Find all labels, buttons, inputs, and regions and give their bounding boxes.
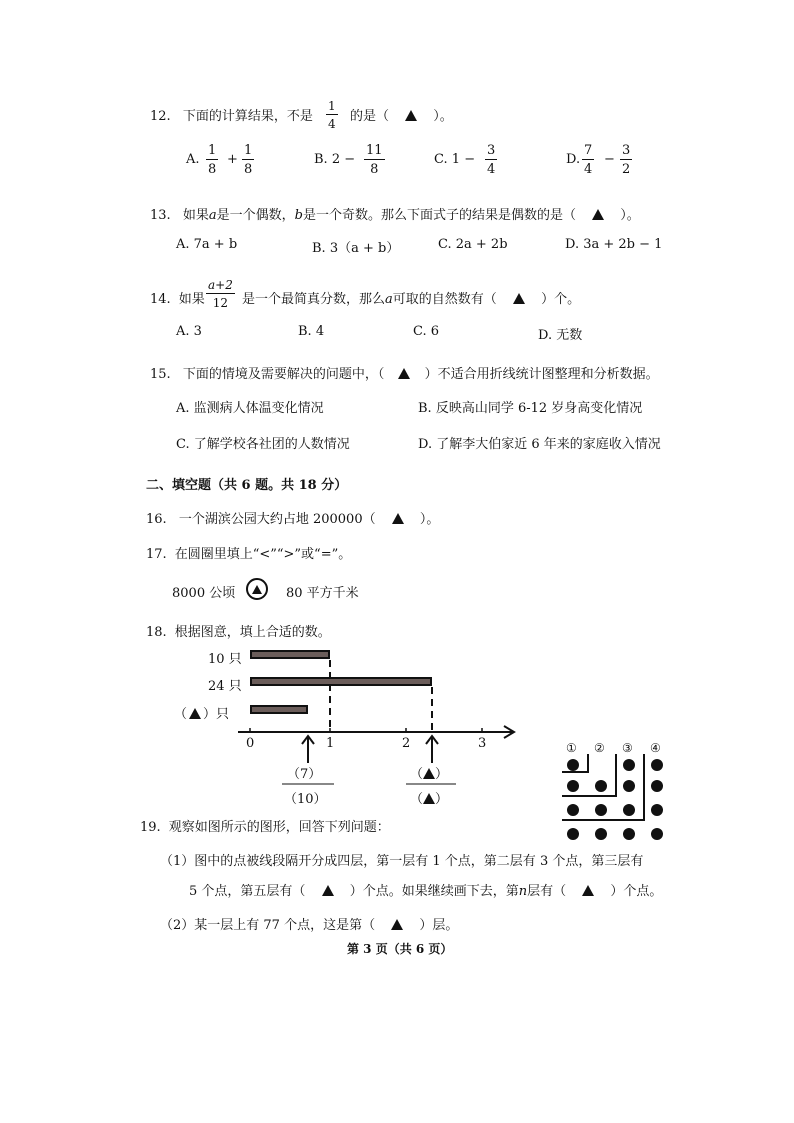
- bar-label-3: （ ）只: [174, 707, 230, 722]
- q16-stem: 16. 一个湖滨公园大约占地 200000（ ）。: [146, 512, 440, 527]
- frac2-denominator: （ ）: [410, 792, 449, 807]
- divider-3: [562, 754, 644, 820]
- q15-stem: 15. 下面的情境及需要解决的问题中，（ ）不适合用折线统计图整理和分析数据。: [150, 367, 659, 382]
- divider-1: [562, 754, 588, 772]
- answer-triangle-icon: [405, 110, 417, 121]
- q17-stem: 17. 在圆圈里填上“<”“>”或“=”。: [146, 547, 352, 562]
- answer-triangle-icon: [252, 585, 262, 594]
- q15-option-d: D. 了解李大伯家近 6 年来的家庭收入情况: [418, 437, 661, 452]
- answer-triangle-icon: [513, 293, 525, 304]
- q12-text-b: 的是（ ）。: [350, 109, 453, 124]
- page-footer: 第 3 页（共 6 页）: [347, 942, 453, 956]
- answer-triangle-icon: [392, 513, 404, 524]
- answer-triangle-icon: [391, 919, 403, 930]
- q18-stem: 18. 根据图意，填上合适的数。: [146, 625, 331, 640]
- q14-number: 14. 如果: [150, 292, 205, 307]
- layer-label-3: ③: [622, 741, 633, 755]
- answer-triangle-icon: [322, 885, 334, 896]
- tick-label-2: 2: [402, 736, 411, 751]
- layer-label-4: ④: [650, 741, 661, 755]
- answer-triangle-icon: [592, 209, 604, 220]
- q13-option-c: C. 2a + 2b: [438, 237, 508, 252]
- answer-triangle-icon: [423, 768, 435, 779]
- q15-option-b: B. 反映高山同学 6-12 岁身高变化情况: [418, 401, 643, 416]
- q19-sub1-line1: （1）图中的点被线段隔开分成四层，第一层有 1 个点，第二层有 3 个点，第三层有: [160, 854, 644, 869]
- q12-number: 12.: [150, 109, 171, 124]
- number-line-diagram: [230, 640, 530, 810]
- q13-option-a: A. 7a + b: [176, 237, 238, 252]
- tick-label-1: 1: [326, 736, 335, 751]
- q15-option-a: A. 监测病人体温变化情况: [176, 401, 324, 416]
- q12-option-a-op: +: [227, 152, 238, 167]
- compare-circle[interactable]: [246, 578, 268, 600]
- answer-triangle-icon: [189, 708, 201, 719]
- q17-right-value: 80 平方千米: [286, 586, 359, 601]
- q12-option-d-frac1: $\frac{7}{4}$: [584, 143, 593, 177]
- bar-label-2: 24 只: [208, 679, 242, 694]
- q19-sub1-line2: 5 个点，第五层有（ ）个点。如果继续画下去，第n层有（ ）个点。: [189, 884, 663, 899]
- q12-option-d-frac2: $\frac{3}{2}$: [622, 143, 631, 177]
- q13-option-b: B. 3（a + b）: [312, 241, 400, 256]
- layer-dividers: [560, 750, 670, 830]
- q14-fraction: $\frac{a+2}{12}$: [208, 278, 233, 310]
- frac1-denominator: （10）: [284, 792, 327, 807]
- frac1-numerator: （7）: [287, 767, 322, 782]
- q14-stem: 是一个最简真分数，那么a可取的自然数有（ ）个。: [242, 292, 581, 307]
- q12-option-c: C. 1 −: [434, 152, 476, 167]
- tick-label-3: 3: [478, 736, 487, 751]
- q12-option-b-frac: $\frac{11}{8}$: [366, 143, 383, 177]
- q19-sub2: （2）某一层上有 77 个点，这是第（ ）层。: [160, 918, 459, 933]
- answer-triangle-icon: [398, 368, 410, 379]
- q12-fraction: $\frac{1}{4}$: [328, 99, 336, 131]
- tick-label-0: 0: [246, 736, 255, 751]
- q14-option-a: A. 3: [176, 324, 202, 339]
- section-title: 二、填空题（共 6 题。共 18 分）: [146, 478, 348, 493]
- answer-triangle-icon: [582, 885, 594, 896]
- q12-option-d: D.: [566, 152, 581, 167]
- q17-left-value: 8000 公顷: [172, 586, 236, 601]
- q12-option-c-frac: $\frac{3}{4}$: [487, 143, 496, 177]
- q13-stem: 13. 如果a是一个偶数，b是一个奇数。那么下面式子的结果是偶数的是（ ）。: [150, 208, 640, 223]
- q14-option-c: C. 6: [413, 324, 440, 339]
- q12-option-a-frac1: $\frac{1}{8}$: [208, 143, 217, 177]
- q14-option-b: B. 4: [298, 324, 325, 339]
- q12-option-a-frac2: $\frac{1}{8}$: [244, 143, 253, 177]
- q14-option-d: D. 无数: [538, 328, 583, 343]
- q12-option-a: A.: [186, 152, 200, 167]
- q12-option-b: B. 2 −: [314, 152, 356, 167]
- frac2-numerator: （ ）: [410, 767, 449, 782]
- layer-label-1: ①: [566, 741, 577, 755]
- q12-text-a: 下面的计算结果，不是: [182, 109, 313, 124]
- answer-triangle-icon: [423, 793, 435, 804]
- bar-label-1: 10 只: [208, 652, 242, 667]
- q15-option-c: C. 了解学校各社团的人数情况: [176, 437, 350, 452]
- q12-option-d-op: −: [604, 152, 615, 167]
- q13-option-d: D. 3a + 2b − 1: [565, 237, 663, 252]
- q12-stem: [150, 105, 313, 124]
- q19-stem: 19. 观察如图所示的图形，回答下列问题：: [140, 820, 390, 835]
- layer-label-2: ②: [594, 741, 605, 755]
